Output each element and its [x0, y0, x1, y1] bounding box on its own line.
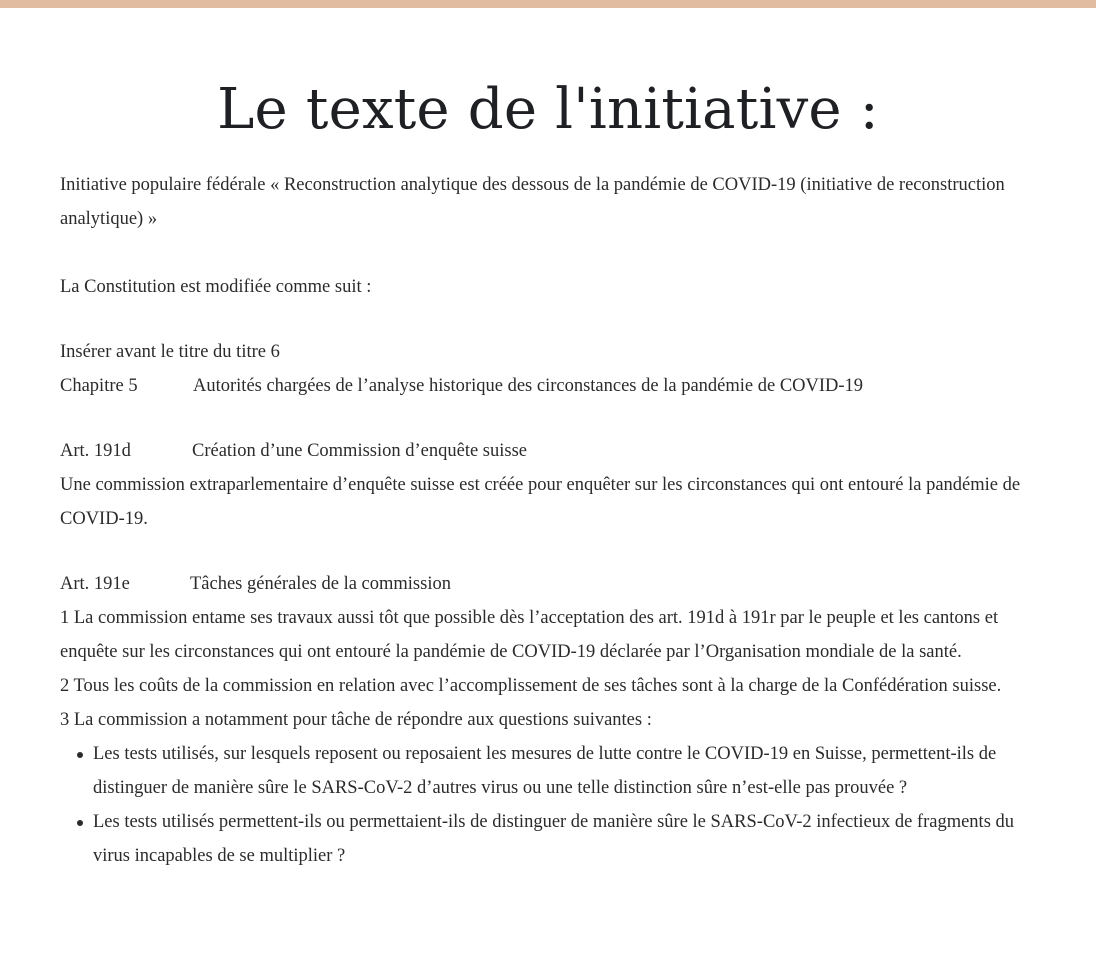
question-item: Les tests utilisés permettent-ils ou permettaient-ils de distinguer de manière sûre le SARS-CoV-2 infectieux de fragments du virus incapables de se multiplier ? — [93, 805, 1036, 873]
chapter-title: Autorités chargées de l’analyse historique des circonstances de la pandémie de COVID-19 — [193, 376, 864, 396]
article-191d-text: Une commission extraparlementaire d’enquête suisse est créée pour enquêter sur les circonstances qui ont entouré la pandémie de COVID-19. — [60, 475, 1021, 529]
article-191e-title: Tâches générales de la commission — [190, 574, 451, 594]
spacer — [60, 403, 1036, 434]
insert-line: Insérer avant le titre du titre 6 — [60, 342, 280, 362]
constitution-line: La Constitution est modifiée comme suit : — [60, 277, 372, 297]
article-191d-heading — [60, 434, 1036, 468]
article-content — [60, 0, 1036, 873]
article-191e-paragraph-2: 2 Tous les coûts de la commission en relation avec l’accomplissement de ses tâches sont à la charge de la Confédération suisse. — [60, 676, 1002, 696]
question-item: Les tests utilisés, sur lesquels reposent ou reposaient les mesures de lutte contre le COVID-19 en Suisse, permettent-ils de distinguer de manière sûre le SARS-CoV-2 d’autres virus ou une telle distinction sûre n’est-elle pas prouvée ? — [93, 737, 1036, 805]
article-191d-title: Création d’une Commission d’enquête suisse — [192, 441, 528, 461]
article-191e-label: Art. 191e — [60, 574, 130, 594]
article-191e-heading — [60, 567, 1036, 601]
page-title: Le texte de l'initiative : — [217, 77, 879, 142]
chapter-label: Chapitre 5 — [60, 376, 138, 396]
article-191d-label: Art. 191d — [60, 441, 131, 461]
spacer — [60, 236, 1036, 270]
spacer — [60, 536, 1036, 567]
initiative-text — [60, 168, 1036, 873]
chapter-heading — [60, 369, 1036, 403]
article-191e-paragraph-3: 3 La commission a notamment pour tâche de répondre aux questions suivantes : — [60, 710, 652, 730]
initiative-heading: Initiative populaire fédérale « Reconstruction analytique des dessous de la pandémie de COVID-19 (initiative de reconstruction analytique) » — [60, 175, 1005, 229]
questions-list — [60, 737, 1036, 873]
spacer — [60, 304, 1036, 335]
article-191e-paragraph-1: 1 La commission entame ses travaux aussi tôt que possible dès l’acceptation des art. 191d à 191r par le peuple et les cantons et enquête sur les circonstances qui ont entouré la pandémie de COVID-19 déclarée par l’Organisation mondiale de la santé. — [60, 608, 999, 662]
